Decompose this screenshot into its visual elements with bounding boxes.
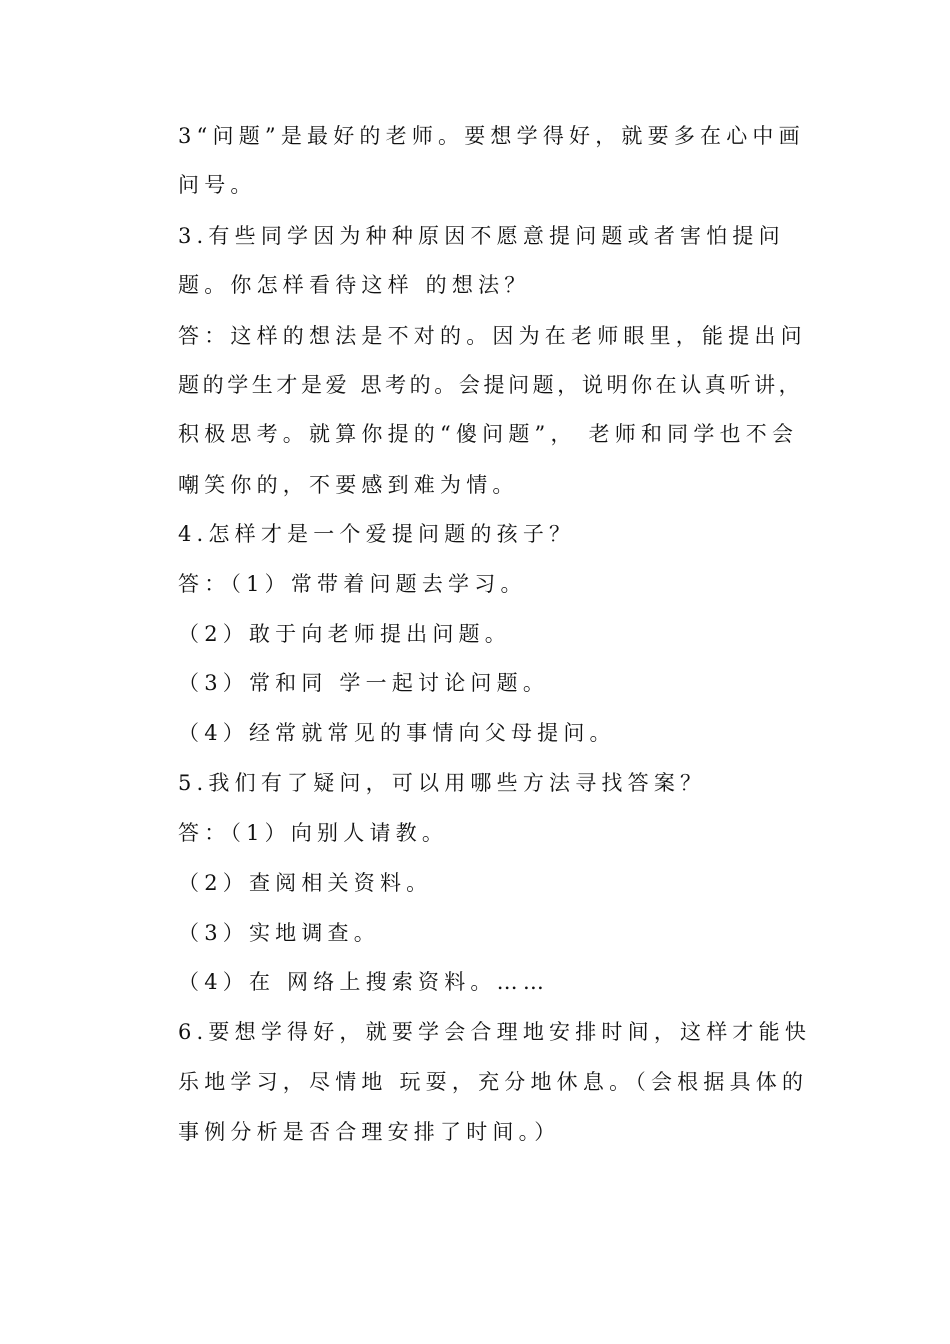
text-line: 答：（1）常带着问题去学习。 (178, 572, 527, 596)
text-line: （4）在 网络上搜索资料。…… (178, 970, 550, 994)
text-line: 5.我们有了疑问，可以用哪些方法寻找答案？ (178, 771, 707, 795)
text-line: 积极思考。就算你提的“傻问题”， 老师和同学也不会 (178, 422, 799, 446)
text-line: 乐地学习，尽情地 玩耍，充分地休息。（会根据具体的 (178, 1070, 809, 1094)
text-line: 答：（1）向别人请教。 (178, 821, 449, 845)
text-line: 6.要想学得好，就要学会合理地安排时间，这样才能快 (178, 1020, 812, 1044)
text-line: 题的学生才是爱 思考的。会提问题，说明你在认真听讲， (178, 373, 804, 397)
text-line: （3）常和同 学一起讨论问题。 (178, 671, 550, 695)
text-line: 题。你怎样看待这样 的想法？ (178, 273, 531, 297)
text-line: （3）实地调查。 (178, 921, 380, 945)
text-line: 问号。 (178, 173, 257, 197)
text-line: （2）查阅相关资料。 (178, 871, 433, 895)
text-line: 3“问题”是最好的老师。要想学得好，就要多在心中画 (178, 124, 805, 148)
text-line: （2）敢于向老师提出问题。 (178, 622, 511, 646)
text-line: 3.有些同学因为种种原因不愿意提问题或者害怕提问 (178, 224, 785, 248)
text-line: 答：这样的想法是不对的。因为在老师眼里，能提出问 (178, 324, 807, 348)
text-line: （4）经常就常见的事情向父母提问。 (178, 721, 616, 745)
text-line: 4.怎样才是一个爱提问题的孩子？ (178, 522, 576, 546)
text-line: 事例分析是否合理安排了时间。） (178, 1120, 561, 1144)
text-line: 嘲笑你的，不要感到难为情。 (178, 473, 519, 497)
